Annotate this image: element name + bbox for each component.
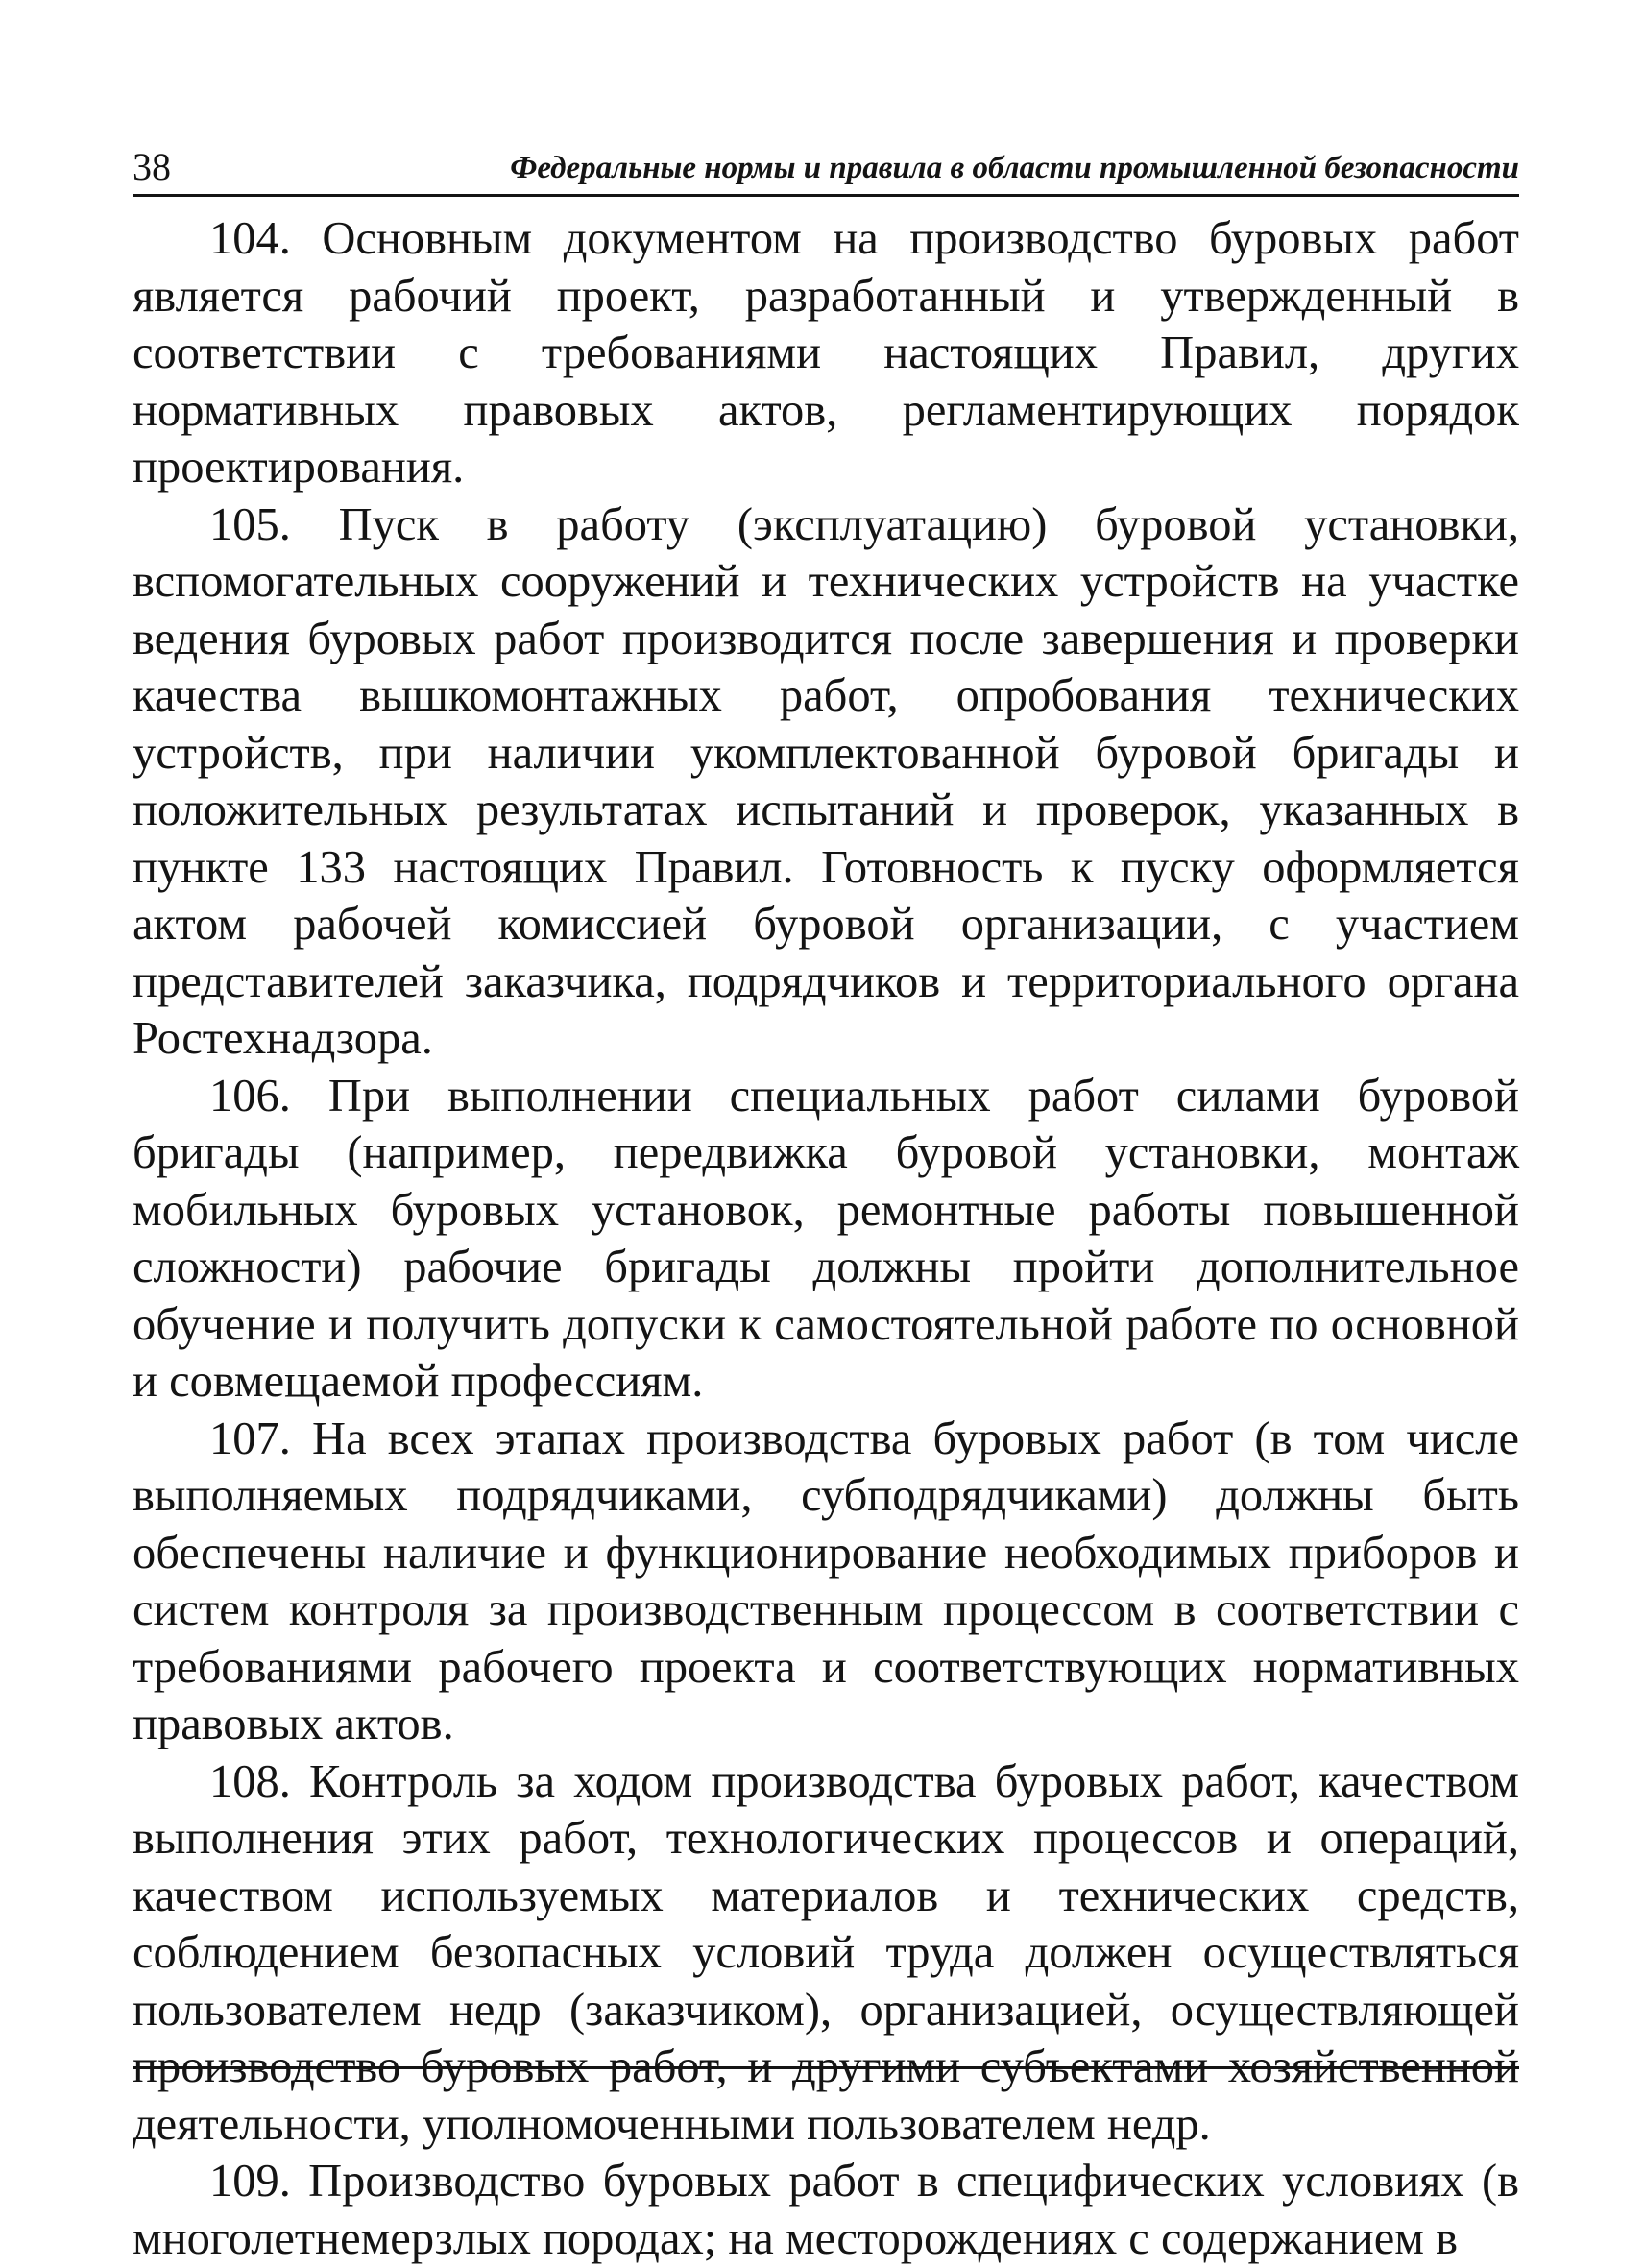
footer-rule [133,2066,1519,2069]
paragraph-107: 107. На всех этапах производства буровых работ (в том числе выполняемых подрядчиками, субподрядчиками) должны быть обеспечены наличие и функционирование необходимых приборов и систем контроля за производственным процессом в соответствии с требованиями рабочего проекта и соответствующих нормативных правовых актов. [133,1412,1519,1749]
paragraph-104: 104. Основным документом на производство буровых работ является рабочий проект, разработанный и утвержденный в соответствии с требованиями настоящих Правил, других нормативных правовых актов, регламентирующих порядок проектирования. [133,213,1519,493]
paragraph-105: 105. Пуск в работу (эксплуатацию) буровой установки, вспомогательных сооружений и технических устройств на участке ведения буровых работ производится после завершения и проверки качества вышкомонтажных работ, опробования технических устройств, при наличии укомплектованной буровой бригады и положительных результатах испытаний и проверок, указанных в пункте 133 настоящих Правил. Готовность к пуску оформляется актом рабочей комиссией буровой организации, с участием представителей заказчика, подрядчиков и территориального органа Ростехнадзора. [133,498,1519,1064]
page-number: 38 [133,145,171,188]
paragraph-106: 106. При выполнении специальных работ силами буровой бригады (например, передвижка буровой установки, монтаж мобильных буровых установок, ремонтные работы повышенной сложности) рабочие бригады должны пройти дополнительное обучение и получить допуски к самостоятельной работе по основной и совмещаемой профессиям. [133,1070,1519,1407]
paragraph-108: 108. Контроль за ходом производства буровых работ, качеством выполнения этих работ, технологических процессов и операций, качеством используемых материалов и технических средств, соблюдением безопасных условий труда должен осуществляться пользователем недр (заказчиком), организацией, осуществляющей производство буровых работ, и другими субъектами хозяйственной деятельности, уполномоченными пользователем недр. [133,1755,1519,2150]
paragraph-109: 109. Производство буровых работ в специфических условиях (в многолетнемерзлых породах; на месторождениях с содержанием в [133,2156,1519,2264]
running-title: Федеральные нормы и правила в области промышленной безопасности [510,151,1519,185]
page-header [133,144,1519,197]
body-text [133,210,1519,2267]
document-page [133,144,1519,2267]
